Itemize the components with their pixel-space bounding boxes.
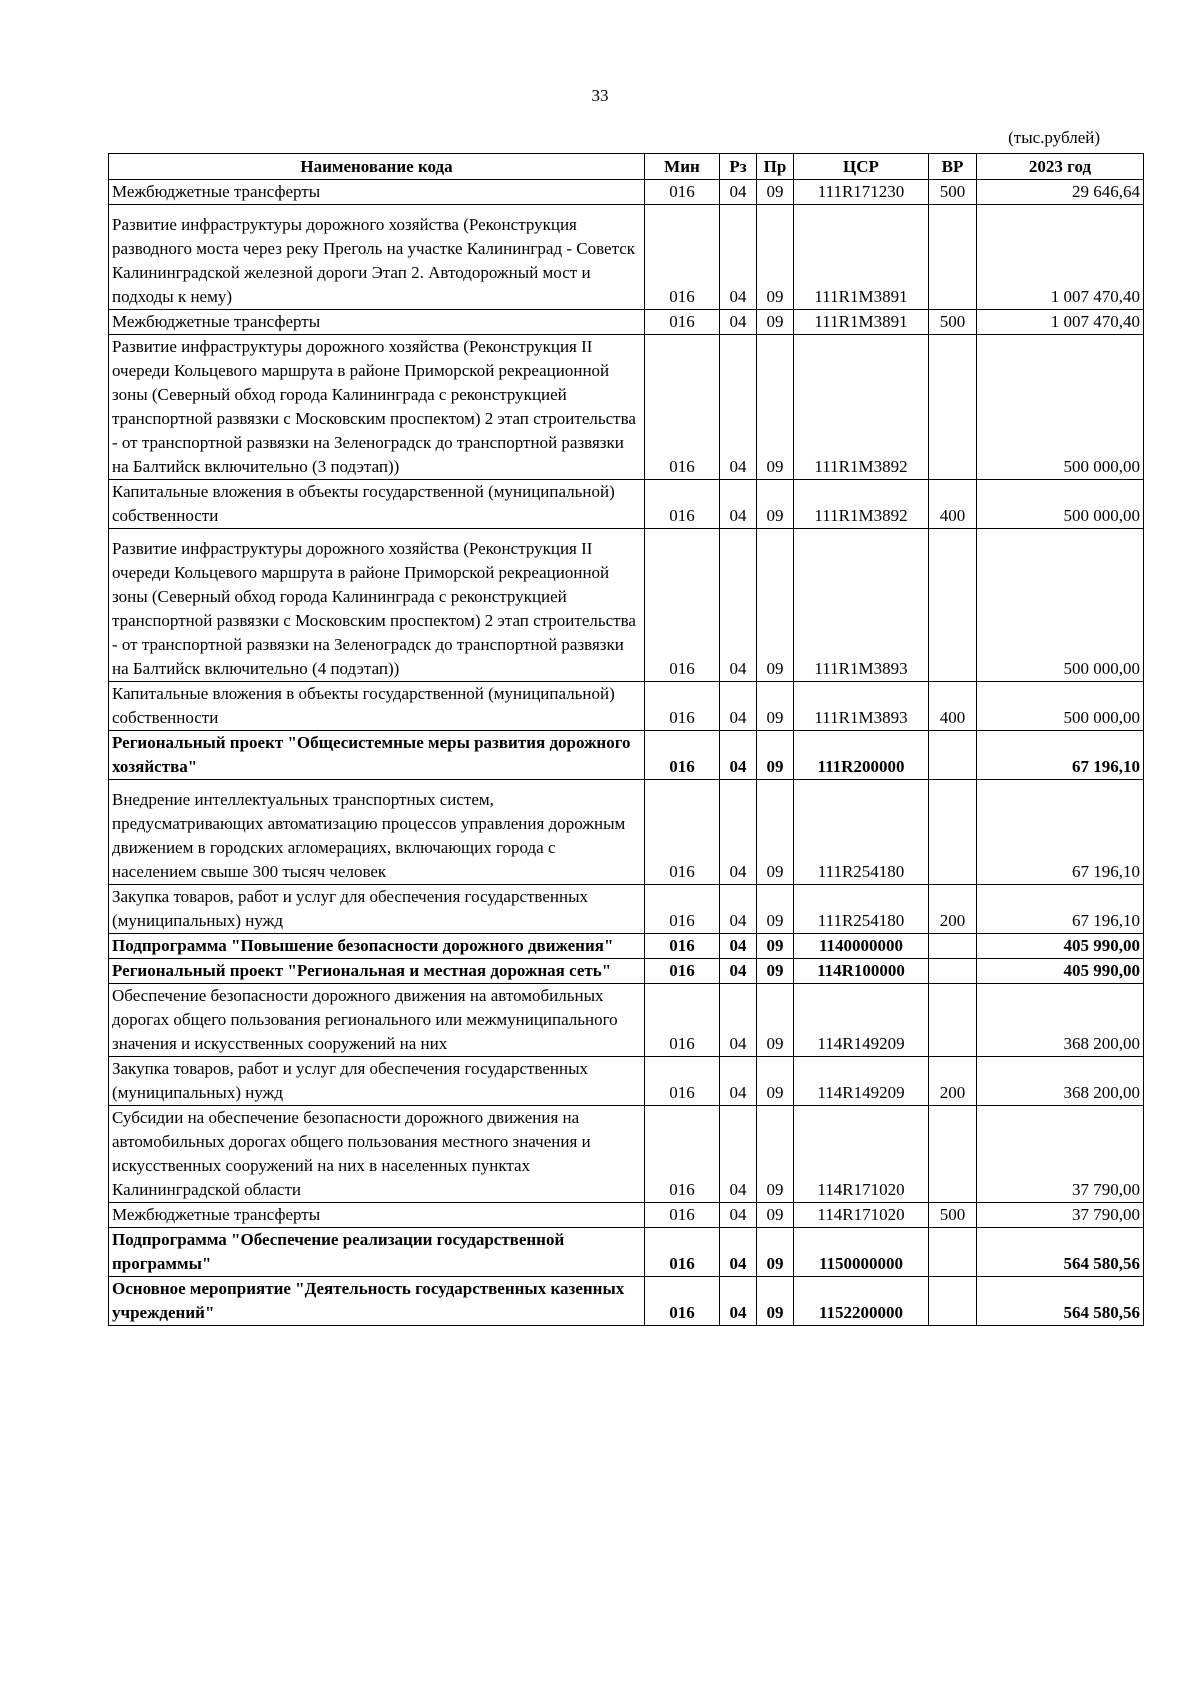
- table-row: [109, 984, 1144, 1057]
- cell-amount: 67 196,10: [977, 885, 1144, 934]
- table-row: [109, 1277, 1144, 1326]
- table-row: [109, 529, 1144, 682]
- cell-amount: 67 196,10: [977, 780, 1144, 885]
- cell-name: Основное мероприятие "Деятельность государственных казенных учреждений": [109, 1277, 645, 1326]
- cell-amount: 564 580,56: [977, 1277, 1144, 1326]
- cell-pr: 09: [757, 1106, 794, 1203]
- cell-csr: 114R149209: [794, 984, 929, 1057]
- table-row: [109, 682, 1144, 731]
- cell-amount: 67 196,10: [977, 731, 1144, 780]
- cell-vr: [929, 984, 977, 1057]
- table-row: [109, 1203, 1144, 1228]
- table-body: [109, 180, 1144, 1326]
- cell-csr: 111R254180: [794, 885, 929, 934]
- cell-rz: 04: [720, 934, 757, 959]
- cell-name: Межбюджетные трансферты: [109, 180, 645, 205]
- cell-pr: 09: [757, 731, 794, 780]
- cell-vr: [929, 780, 977, 885]
- table-row: [109, 180, 1144, 205]
- cell-min: 016: [645, 682, 720, 731]
- table-header: [109, 154, 1144, 180]
- cell-vr: 500: [929, 180, 977, 205]
- cell-amount: 1 007 470,40: [977, 310, 1144, 335]
- cell-csr: 114R149209: [794, 1057, 929, 1106]
- cell-pr: 09: [757, 1228, 794, 1277]
- cell-min: 016: [645, 205, 720, 310]
- col-header-pr: Пр: [757, 154, 794, 180]
- cell-pr: 09: [757, 984, 794, 1057]
- table-row: [109, 780, 1144, 885]
- cell-vr: 400: [929, 682, 977, 731]
- cell-name: Подпрограмма "Повышение безопасности дорожного движения": [109, 934, 645, 959]
- cell-pr: 09: [757, 682, 794, 731]
- cell-min: 016: [645, 984, 720, 1057]
- cell-rz: 04: [720, 310, 757, 335]
- table-row: [109, 1106, 1144, 1203]
- cell-vr: [929, 934, 977, 959]
- cell-min: 016: [645, 335, 720, 480]
- cell-pr: 09: [757, 1057, 794, 1106]
- cell-rz: 04: [720, 205, 757, 310]
- col-header-amount: 2023 год: [977, 154, 1144, 180]
- cell-pr: 09: [757, 885, 794, 934]
- cell-vr: 200: [929, 1057, 977, 1106]
- cell-min: 016: [645, 1228, 720, 1277]
- cell-rz: 04: [720, 885, 757, 934]
- cell-min: 016: [645, 1277, 720, 1326]
- cell-name: Закупка товаров, работ и услуг для обеспечения государственных (муниципальных) нужд: [109, 885, 645, 934]
- cell-vr: 400: [929, 480, 977, 529]
- cell-csr: 111R254180: [794, 780, 929, 885]
- cell-csr: 111R171230: [794, 180, 929, 205]
- cell-min: 016: [645, 959, 720, 984]
- cell-name: Региональный проект "Общесистемные меры развития дорожного хозяйства": [109, 731, 645, 780]
- cell-name: Внедрение интеллектуальных транспортных систем, предусматривающих автоматизацию процессов управления дорожным движением в городских агломерациях, включающих города с населением свыше 300 тысяч человек: [109, 780, 645, 885]
- cell-name: Закупка товаров, работ и услуг для обеспечения государственных (муниципальных) нужд: [109, 1057, 645, 1106]
- cell-amount: 564 580,56: [977, 1228, 1144, 1277]
- cell-vr: [929, 1228, 977, 1277]
- cell-name: Развитие инфраструктуры дорожного хозяйства (Реконструкция II очереди Кольцевого маршрута в районе Приморской рекреационной зоны (Северный обход города Калининграда с реконструкцией транспортной развязки с Московским проспектом) 2 этап строительства - от транспортной развязки на Зеленоградск до транспортной развязки на Балтийск включительно (3 подэтап)): [109, 335, 645, 480]
- cell-csr: 111R1M3893: [794, 529, 929, 682]
- cell-csr: 114R171020: [794, 1106, 929, 1203]
- cell-amount: 500 000,00: [977, 529, 1144, 682]
- units-label: (тыс.рублей): [1008, 128, 1100, 147]
- cell-min: 016: [645, 529, 720, 682]
- cell-csr: 111R1M3892: [794, 335, 929, 480]
- cell-csr: 111R1M3891: [794, 310, 929, 335]
- cell-pr: 09: [757, 310, 794, 335]
- cell-amount: 29 646,64: [977, 180, 1144, 205]
- cell-vr: [929, 959, 977, 984]
- cell-name: Региональный проект "Региональная и местная дорожная сеть": [109, 959, 645, 984]
- cell-rz: 04: [720, 480, 757, 529]
- cell-min: 016: [645, 885, 720, 934]
- cell-name: Обеспечение безопасности дорожного движения на автомобильных дорогах общего пользования регионального или межмуниципального значения и искусственных сооружений на них: [109, 984, 645, 1057]
- cell-vr: [929, 731, 977, 780]
- cell-pr: 09: [757, 780, 794, 885]
- col-header-min: Мин: [645, 154, 720, 180]
- cell-csr: 1152200000: [794, 1277, 929, 1326]
- cell-vr: [929, 1106, 977, 1203]
- cell-amount: 500 000,00: [977, 682, 1144, 731]
- cell-csr: 114R171020: [794, 1203, 929, 1228]
- table-row: [109, 1228, 1144, 1277]
- table-row: [109, 934, 1144, 959]
- cell-min: 016: [645, 310, 720, 335]
- header-row: [109, 154, 1144, 180]
- cell-csr: 111R1M3893: [794, 682, 929, 731]
- cell-min: 016: [645, 1057, 720, 1106]
- cell-rz: 04: [720, 780, 757, 885]
- cell-amount: 37 790,00: [977, 1203, 1144, 1228]
- cell-amount: 37 790,00: [977, 1106, 1144, 1203]
- cell-pr: 09: [757, 934, 794, 959]
- cell-csr: 111R200000: [794, 731, 929, 780]
- cell-amount: 405 990,00: [977, 934, 1144, 959]
- cell-name: Субсидии на обеспечение безопасности дорожного движения на автомобильных дорогах общего пользования местного значения и искусственных сооружений на них в населенных пунктах Калининградской области: [109, 1106, 645, 1203]
- table-row: [109, 480, 1144, 529]
- cell-vr: 200: [929, 885, 977, 934]
- cell-min: 016: [645, 1203, 720, 1228]
- cell-pr: 09: [757, 205, 794, 310]
- cell-min: 016: [645, 780, 720, 885]
- table-row: [109, 205, 1144, 310]
- cell-min: 016: [645, 731, 720, 780]
- table-row: [109, 335, 1144, 480]
- cell-min: 016: [645, 1106, 720, 1203]
- cell-amount: 500 000,00: [977, 480, 1144, 529]
- cell-name: Межбюджетные трансферты: [109, 310, 645, 335]
- cell-csr: 111R1M3892: [794, 480, 929, 529]
- cell-pr: 09: [757, 180, 794, 205]
- cell-rz: 04: [720, 180, 757, 205]
- col-header-csr: ЦСР: [794, 154, 929, 180]
- cell-rz: 04: [720, 1203, 757, 1228]
- cell-pr: 09: [757, 529, 794, 682]
- cell-amount: 1 007 470,40: [977, 205, 1144, 310]
- cell-name: Межбюджетные трансферты: [109, 1203, 645, 1228]
- cell-rz: 04: [720, 959, 757, 984]
- cell-pr: 09: [757, 959, 794, 984]
- cell-rz: 04: [720, 1277, 757, 1326]
- cell-name: Подпрограмма "Обеспечение реализации государственной программы": [109, 1228, 645, 1277]
- cell-min: 016: [645, 180, 720, 205]
- cell-rz: 04: [720, 1057, 757, 1106]
- cell-pr: 09: [757, 480, 794, 529]
- cell-vr: [929, 205, 977, 310]
- cell-csr: 1140000000: [794, 934, 929, 959]
- cell-rz: 04: [720, 731, 757, 780]
- cell-amount: 405 990,00: [977, 959, 1144, 984]
- cell-vr: [929, 335, 977, 480]
- cell-amount: 368 200,00: [977, 1057, 1144, 1106]
- cell-min: 016: [645, 934, 720, 959]
- budget-table: [108, 153, 1144, 1326]
- table-row: [109, 731, 1144, 780]
- cell-min: 016: [645, 480, 720, 529]
- col-header-name: Наименование кода: [109, 154, 645, 180]
- cell-rz: 04: [720, 335, 757, 480]
- table-row: [109, 1057, 1144, 1106]
- cell-amount: 500 000,00: [977, 335, 1144, 480]
- cell-name: Капитальные вложения в объекты государственной (муниципальной) собственности: [109, 682, 645, 731]
- page-number: 33: [591, 86, 609, 105]
- cell-rz: 04: [720, 984, 757, 1057]
- cell-vr: [929, 529, 977, 682]
- cell-pr: 09: [757, 335, 794, 480]
- cell-pr: 09: [757, 1277, 794, 1326]
- cell-name: Развитие инфраструктуры дорожного хозяйства (Реконструкция II очереди Кольцевого маршрута в районе Приморской рекреационной зоны (Северный обход города Калининграда с реконструкцией транспортной развязки с Московским проспектом) 2 этап строительства - от транспортной развязки на Зеленоградск до транспортной развязки на Балтийск включительно (4 подэтап)): [109, 529, 645, 682]
- cell-rz: 04: [720, 529, 757, 682]
- cell-rz: 04: [720, 682, 757, 731]
- cell-vr: 500: [929, 310, 977, 335]
- cell-pr: 09: [757, 1203, 794, 1228]
- cell-vr: 500: [929, 1203, 977, 1228]
- cell-csr: 1150000000: [794, 1228, 929, 1277]
- cell-rz: 04: [720, 1228, 757, 1277]
- cell-name: Капитальные вложения в объекты государственной (муниципальной) собственности: [109, 480, 645, 529]
- cell-csr: 111R1M3891: [794, 205, 929, 310]
- table-row: [109, 310, 1144, 335]
- cell-vr: [929, 1277, 977, 1326]
- table-row: [109, 885, 1144, 934]
- col-header-vr: ВР: [929, 154, 977, 180]
- cell-rz: 04: [720, 1106, 757, 1203]
- col-header-rz: Рз: [720, 154, 757, 180]
- table-row: [109, 959, 1144, 984]
- cell-name: Развитие инфраструктуры дорожного хозяйства (Реконструкция разводного моста через реку Преголь на участке Калининград - Советск Калининградской железной дороги Этап 2. Автодорожный мост и подходы к нему): [109, 205, 645, 310]
- cell-csr: 114R100000: [794, 959, 929, 984]
- cell-amount: 368 200,00: [977, 984, 1144, 1057]
